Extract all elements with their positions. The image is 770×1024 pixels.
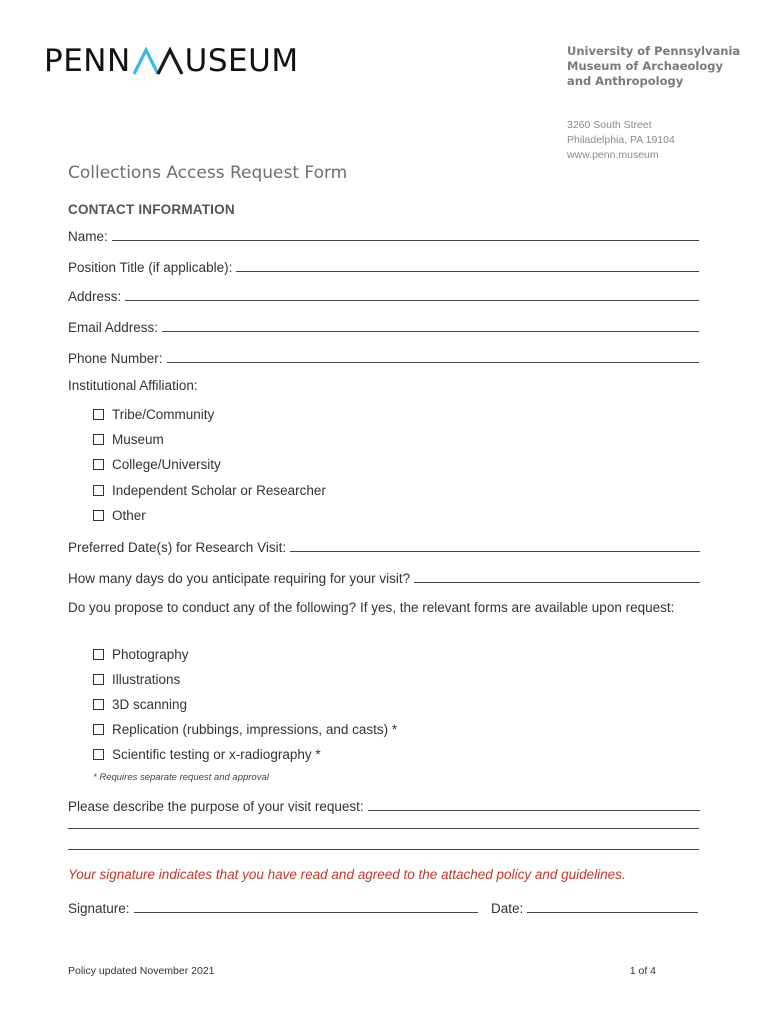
logo-m-mark-icon [132, 47, 184, 75]
policy-updated: Policy updated November 2021 [68, 965, 215, 977]
checkbox[interactable] [93, 699, 104, 710]
option-label: Independent Scholar or Researcher [112, 482, 326, 498]
logo-text-penn: PENN [44, 43, 131, 79]
checkbox[interactable] [93, 674, 104, 685]
preferred-dates-line[interactable] [290, 551, 700, 552]
option-label: 3D scanning [112, 696, 188, 712]
checkbox[interactable] [93, 510, 104, 521]
propose-option-photography[interactable] [93, 645, 189, 663]
option-label: Illustrations [112, 671, 181, 687]
email-line[interactable] [162, 331, 699, 332]
purpose-line-2[interactable] [68, 828, 699, 829]
days-label: How many days do you anticipate requiring for your visit? [68, 571, 411, 586]
date-label: Date: [491, 901, 524, 916]
option-label: Museum [112, 431, 164, 447]
page-number: 1 of 4 [629, 965, 656, 977]
option-label: Scientific testing or x-radiography * [112, 746, 321, 762]
phone-line[interactable] [167, 362, 699, 363]
propose-option-replication[interactable] [93, 720, 397, 738]
checkbox[interactable] [93, 749, 104, 760]
affiliation-option-college[interactable] [93, 455, 221, 473]
address-line[interactable] [125, 300, 699, 301]
position-field[interactable] [68, 257, 699, 275]
option-label: Other [112, 507, 146, 523]
checkbox[interactable] [93, 434, 104, 445]
position-label: Position Title (if applicable): [68, 260, 233, 275]
purpose-field[interactable] [68, 796, 700, 814]
preferred-dates-label: Preferred Date(s) for Research Visit: [68, 540, 287, 555]
date-line[interactable] [527, 912, 698, 913]
position-line[interactable] [236, 271, 699, 272]
name-label: Name: [68, 229, 108, 244]
logo-text-useum: USEUM [184, 43, 299, 79]
signature-statement: Your signature indicates that you have read and agreed to the attached policy and guidelines. [68, 867, 626, 882]
propose-option-scientific-testing[interactable] [93, 745, 321, 763]
phone-field[interactable] [68, 348, 699, 366]
checkbox[interactable] [93, 459, 104, 470]
option-label: College/University [112, 456, 221, 472]
option-label: Photography [112, 646, 189, 662]
name-field[interactable] [68, 226, 699, 244]
email-field[interactable] [68, 317, 699, 335]
checkbox[interactable] [93, 649, 104, 660]
separate-request-note: * Requires separate request and approval [93, 772, 269, 783]
days-field[interactable] [68, 568, 700, 586]
affiliation-option-tribe[interactable] [93, 405, 214, 423]
institution-address: 3260 South Street Philadelphia, PA 19104 www.penn.museum [567, 119, 675, 161]
checkbox[interactable] [93, 485, 104, 496]
purpose-line-3[interactable] [68, 849, 699, 850]
address-field[interactable] [68, 286, 699, 304]
form-title: Collections Access Request Form [68, 163, 348, 183]
purpose-label: Please describe the purpose of your visit request: [68, 799, 364, 814]
propose-option-illustrations[interactable] [93, 670, 180, 688]
penn-museum-logo [44, 44, 299, 78]
days-line[interactable] [414, 582, 700, 583]
phone-label: Phone Number: [68, 351, 163, 366]
checkbox[interactable] [93, 724, 104, 735]
signature-field[interactable] [68, 898, 478, 916]
signature-label: Signature: [68, 901, 130, 916]
checkbox[interactable] [93, 409, 104, 420]
date-field[interactable] [491, 898, 698, 916]
purpose-line[interactable] [368, 810, 700, 811]
option-label: Replication (rubbings, impressions, and casts) * [112, 721, 398, 737]
name-line[interactable] [112, 240, 699, 241]
email-label: Email Address: [68, 320, 159, 335]
address-label: Address: [68, 289, 122, 304]
affiliation-label: Institutional Affiliation: [68, 378, 198, 393]
institution-name: University of Pennsylvania Museum of Archaeology and Anthropology [567, 44, 741, 88]
signature-line[interactable] [134, 912, 478, 913]
preferred-dates-field[interactable] [68, 537, 700, 555]
affiliation-option-other[interactable] [93, 506, 146, 524]
section-heading-contact: CONTACT INFORMATION [68, 202, 235, 217]
affiliation-option-museum[interactable] [93, 430, 164, 448]
option-label: Tribe/Community [112, 406, 215, 422]
propose-option-3d-scanning[interactable] [93, 695, 187, 713]
affiliation-option-independent[interactable] [93, 481, 326, 499]
propose-question: Do you propose to conduct any of the following? If yes, the relevant forms are available upon request: [68, 600, 675, 615]
